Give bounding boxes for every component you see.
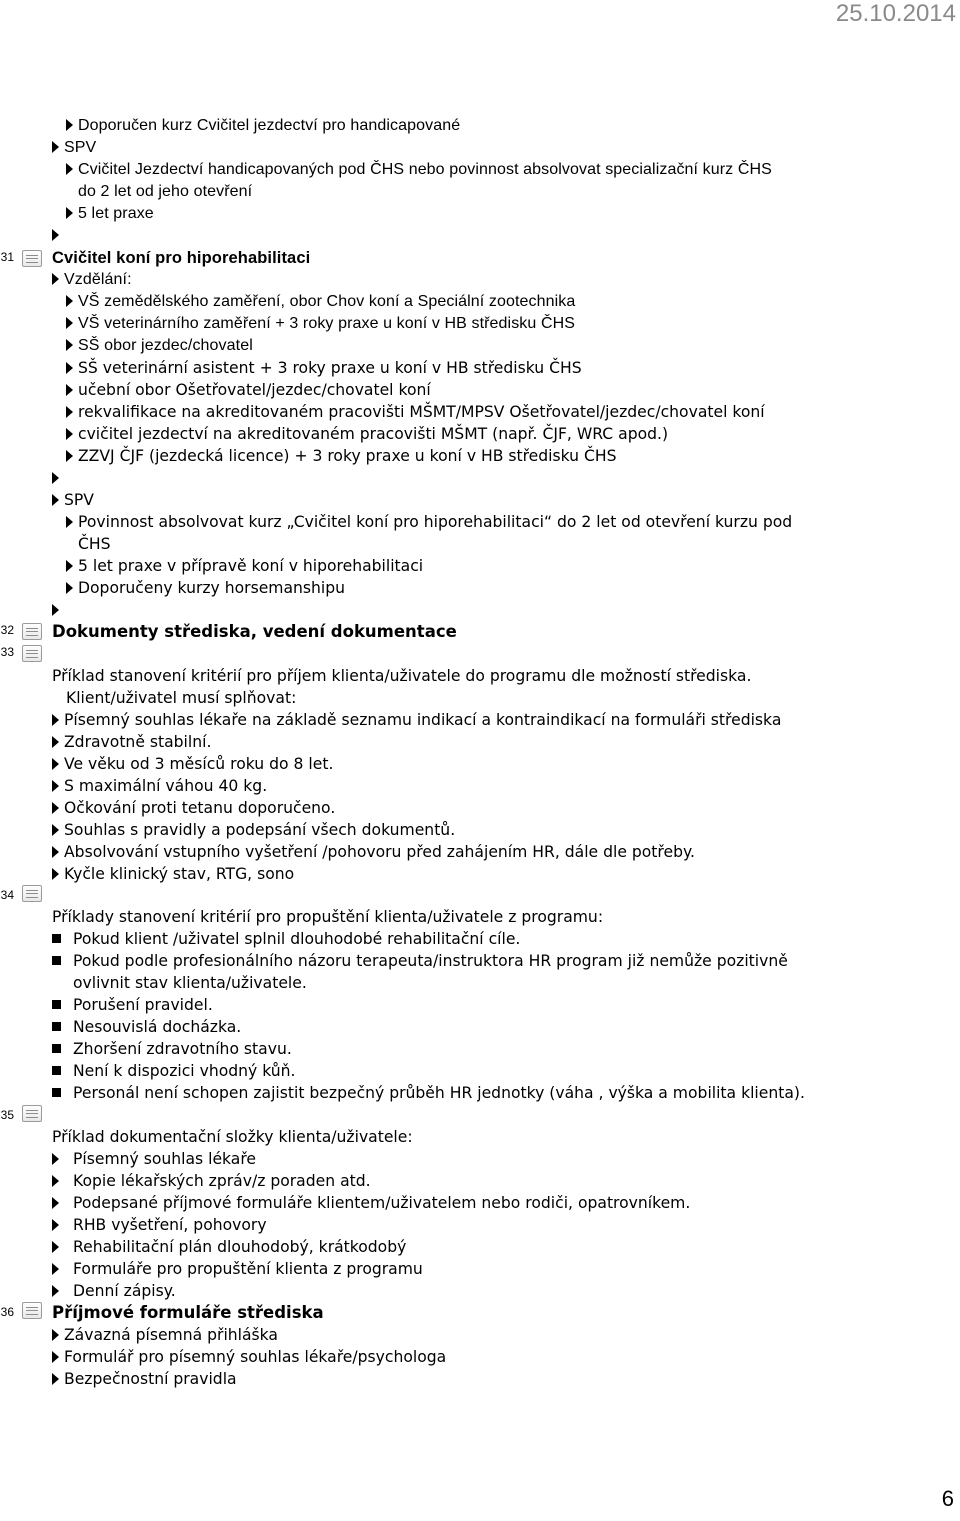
section-heading: Příjmové formuláře střediska: [52, 1303, 324, 1322]
list-item: cvičitel jezdectví na akreditovaném pracovišti MŠMT (např. ČJF, WRC apod.): [66, 423, 668, 445]
list-item: Kyčle klinický stav, RTG, sono: [52, 863, 294, 885]
list-item: Formuláře pro propuštění klienta z programu: [52, 1258, 423, 1280]
triangle-bullet-icon: [66, 295, 73, 307]
triangle-bullet-icon: [66, 560, 73, 572]
list-item: učební obor Ošetřovatel/jezdec/chovatel koní: [66, 379, 431, 401]
list-item: Podepsané příjmové formuláře klientem/uživatelem nebo rodiči, opatrovníkem.: [52, 1192, 690, 1214]
triangle-bullet-icon: [66, 362, 73, 374]
triangle-bullet-icon: [52, 1329, 59, 1341]
triangle-bullet-icon: [52, 1197, 59, 1209]
list-item: SPV: [52, 137, 96, 159]
square-bullet-icon: [52, 1044, 61, 1053]
triangle-bullet-icon: [52, 1373, 59, 1385]
empty-list-item: [52, 599, 64, 621]
triangle-bullet-icon: [52, 494, 59, 506]
list-item: Absolvování vstupního vyšetření /pohovoru před zahájením HR, dále dle potřeby.: [52, 841, 695, 863]
triangle-bullet-icon: [52, 1219, 59, 1231]
triangle-bullet-icon: [52, 1241, 59, 1253]
triangle-bullet-icon: [52, 1351, 59, 1363]
triangle-bullet-icon: [52, 229, 59, 241]
list-item: Ve věku od 3 měsíců roku do 8 let.: [52, 753, 333, 775]
triangle-bullet-icon: [52, 273, 59, 285]
paragraph: Příklad dokumentační složky klienta/uživatele:: [52, 1128, 413, 1146]
triangle-bullet-icon: [52, 758, 59, 770]
list-item: Souhlas s pravidly a podepsání všech dokumentů.: [52, 819, 455, 841]
list-item: Cvičitel Jezdectví handicapovaných pod ČHS nebo povinnost absolvovat specializační kurz ČHS: [66, 159, 772, 181]
triangle-bullet-icon: [52, 802, 59, 814]
triangle-bullet-icon: [52, 1263, 59, 1275]
triangle-bullet-icon: [66, 207, 73, 219]
list-item: Není k dispozici vhodný kůň.: [52, 1060, 296, 1082]
square-bullet-icon: [52, 1022, 61, 1031]
triangle-bullet-icon: [66, 516, 73, 528]
list-item: Pokud klient /uživatel splnil dlouhodobé rehabilitační cíle.: [52, 928, 520, 950]
triangle-bullet-icon: [52, 1175, 59, 1187]
triangle-bullet-icon: [52, 846, 59, 858]
list-item: rekvalifikace na akreditovaném pracovišti MŠMT/MPSV Ošetřovatel/jezdec/chovatel koní: [66, 401, 765, 423]
triangle-bullet-icon: [66, 384, 73, 396]
triangle-bullet-icon: [66, 428, 73, 440]
page-number: 6: [941, 1486, 954, 1511]
triangle-bullet-icon: [52, 868, 59, 880]
section-heading: Cvičitel koní pro hiporehabilitaci: [52, 249, 311, 267]
list-item: Vzdělání:: [52, 269, 132, 291]
list-item: SŠ obor jezdec/chovatel: [66, 335, 253, 357]
list-item: Písemný souhlas lékaře na základě seznamu indikací a kontraindikací na formuláři střediska: [52, 709, 781, 731]
list-item: SPV: [52, 489, 94, 511]
slide-note-icon: [22, 1105, 42, 1122]
triangle-bullet-icon: [52, 472, 59, 484]
square-bullet-icon: [52, 1000, 61, 1009]
slide-number-34: 34: [0, 888, 14, 902]
square-bullet-icon: [52, 934, 61, 943]
triangle-bullet-icon: [52, 780, 59, 792]
list-item: Porušení pravidel.: [52, 994, 213, 1016]
list-item: VŠ veterinárního zaměření + 3 roky praxe u koní v HB středisku ČHS: [66, 313, 575, 335]
document-date: 25.10.2014: [835, 0, 956, 27]
list-item: S maximální váhou 40 kg.: [52, 775, 267, 797]
section-heading: Dokumenty střediska, vedení dokumentace: [52, 622, 457, 641]
list-item: Bezpečnostní pravidla: [52, 1368, 237, 1390]
list-item: Zdravotně stabilní.: [52, 731, 211, 753]
triangle-bullet-icon: [66, 450, 73, 462]
square-bullet-icon: [52, 1088, 61, 1097]
empty-list-item: [52, 467, 64, 489]
slide-number-36: 36: [0, 1305, 14, 1319]
triangle-bullet-icon: [66, 317, 73, 329]
triangle-bullet-icon: [52, 824, 59, 836]
list-item: Doporučen kurz Cvičitel jezdectví pro handicapované: [66, 115, 460, 137]
list-item: 5 let praxe v přípravě koní v hiporehabilitaci: [66, 555, 423, 577]
list-item: Povinnost absolvovat kurz „Cvičitel koní pro hiporehabilitaci“ do 2 let od otevření kurzu pod: [66, 511, 792, 533]
triangle-bullet-icon: [66, 163, 73, 175]
list-item-continuation: ČHS: [78, 535, 111, 553]
triangle-bullet-icon: [66, 119, 73, 131]
slide-note-icon: [22, 645, 42, 662]
list-item: Kopie lékařských zpráv/z poraden atd.: [52, 1170, 371, 1192]
slide-number-33: 33: [0, 645, 14, 659]
slide-number-35: 35: [0, 1108, 14, 1122]
square-bullet-icon: [52, 1066, 61, 1075]
triangle-bullet-icon: [52, 1285, 59, 1297]
list-item: Závazná písemná přihláška: [52, 1324, 278, 1346]
list-item: SŠ veterinární asistent + 3 roky praxe u koní v HB středisku ČHS: [66, 357, 582, 379]
list-item: Doporučeny kurzy horsemanshipu: [66, 577, 345, 599]
list-item: Písemný souhlas lékaře: [52, 1148, 256, 1170]
paragraph: Klient/uživatel musí splňovat:: [66, 689, 297, 707]
list-item: Denní zápisy.: [52, 1280, 176, 1302]
list-item: VŠ zemědělského zaměření, obor Chov koní a Speciální zootechnika: [66, 291, 575, 313]
triangle-bullet-icon: [52, 141, 59, 153]
list-item: Zhoršení zdravotního stavu.: [52, 1038, 292, 1060]
slide-note-icon: [22, 623, 42, 640]
list-item: Očkování proti tetanu doporučeno.: [52, 797, 335, 819]
list-item: Personál není schopen zajistit bezpečný průběh HR jednotky (váha , výška a mobilita klienta).: [52, 1082, 805, 1104]
list-item: Nesouvislá docházka.: [52, 1016, 241, 1038]
list-item: 5 let praxe: [66, 203, 154, 225]
paragraph: Příklady stanovení kritérií pro propuštění klienta/uživatele z programu:: [52, 908, 604, 926]
list-item: Rehabilitační plán dlouhodobý, krátkodobý: [52, 1236, 406, 1258]
list-item-continuation: do 2 let od jeho otevření: [78, 183, 253, 200]
paragraph: Příklad stanovení kritérií pro příjem klienta/uživatele do programu dle možností střediska.: [52, 667, 752, 685]
triangle-bullet-icon: [52, 604, 59, 616]
triangle-bullet-icon: [52, 736, 59, 748]
slide-note-icon: [22, 250, 42, 267]
slide-number-32: 32: [0, 623, 14, 637]
slide-number-31: 31: [0, 250, 14, 264]
list-item: Formulář pro písemný souhlas lékaře/psychologa: [52, 1346, 446, 1368]
list-item: ZZVJ ČJF (jezdecká licence) + 3 roky praxe u koní v HB středisku ČHS: [66, 445, 617, 467]
list-item-continuation: ovlivnit stav klienta/uživatele.: [73, 974, 307, 992]
triangle-bullet-icon: [52, 1153, 59, 1165]
square-bullet-icon: [52, 956, 61, 965]
list-item: Pokud podle profesionálního názoru terapeuta/instruktora HR program již nemůže pozitivně: [52, 950, 788, 972]
list-item: RHB vyšetření, pohovory: [52, 1214, 267, 1236]
triangle-bullet-icon: [66, 582, 73, 594]
slide-note-icon: [22, 1302, 42, 1319]
slide-note-icon: [22, 885, 42, 902]
triangle-bullet-icon: [66, 406, 73, 418]
empty-list-item: [52, 225, 64, 247]
triangle-bullet-icon: [52, 714, 59, 726]
triangle-bullet-icon: [66, 339, 73, 351]
